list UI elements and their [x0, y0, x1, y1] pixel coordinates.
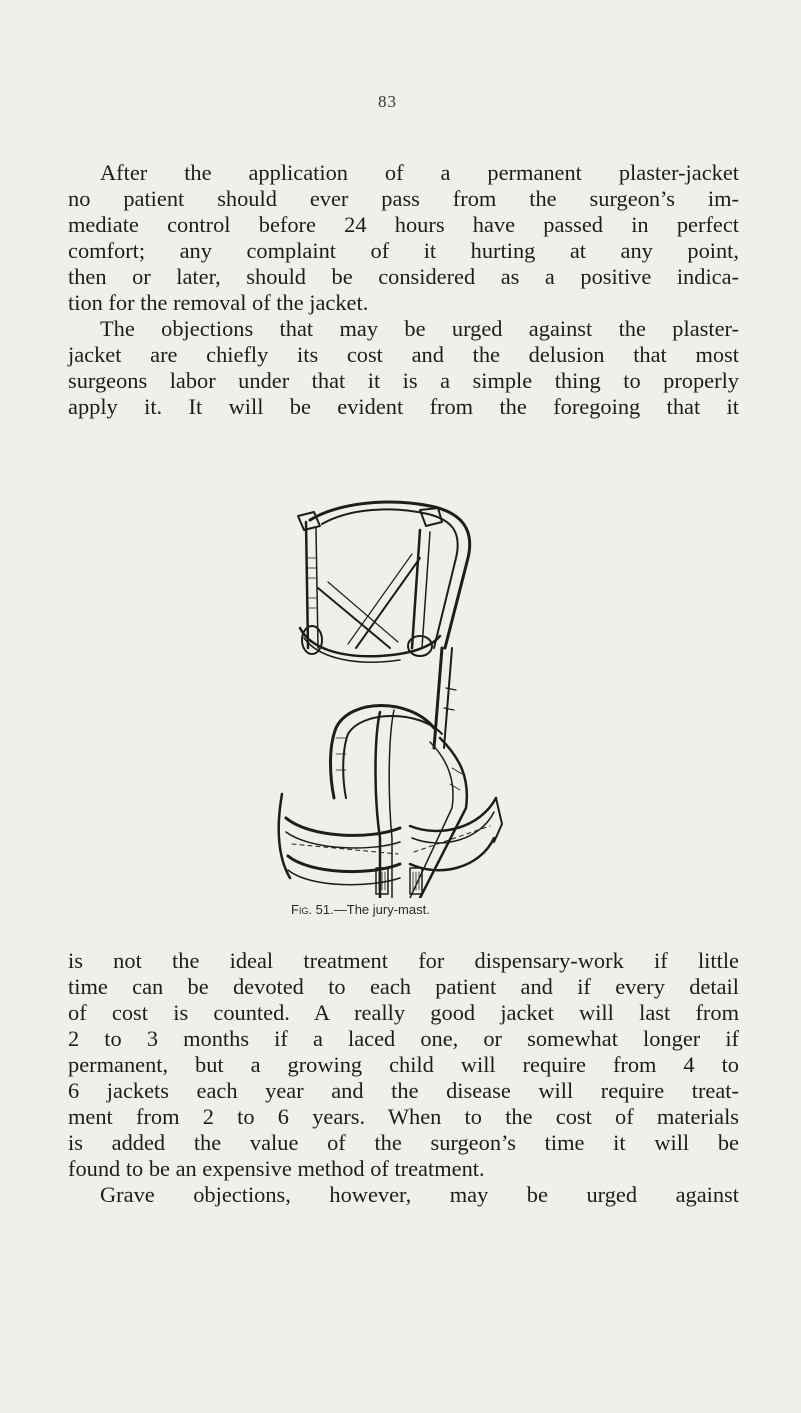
text-line: 6 jackets each year and the disease will require treat-: [68, 1078, 739, 1103]
text-line: is not the ideal treatment for dispensary-work if little: [68, 948, 739, 973]
text-line: The objections that may be urged against the plaster-: [100, 316, 739, 341]
figure-label: Fig. 51.: [291, 902, 334, 917]
jury-mast-figure: [270, 498, 510, 898]
body-text-top: [68, 160, 739, 420]
text-line: comfort; any complaint of it hurting at any point,: [68, 238, 739, 263]
text-line: found to be an expensive method of treatment.: [68, 1156, 485, 1181]
text-line: of cost is counted. A really good jacket will last from: [68, 1000, 739, 1025]
text-line: tion for the removal of the jacket.: [68, 290, 369, 315]
text-line: apply it. It will be evident from the foregoing that it: [68, 394, 739, 419]
page-number: 83: [378, 92, 397, 111]
text-line: permanent, but a growing child will require from 4 to: [68, 1052, 739, 1077]
text-line: 2 to 3 months if a laced one, or somewhat longer if: [68, 1026, 739, 1051]
text-line: no patient should ever pass from the surgeon’s im-: [68, 186, 739, 211]
text-line: then or later, should be considered as a positive indica-: [68, 264, 739, 289]
text-line: mediate control before 24 hours have passed in perfect: [68, 212, 739, 237]
text-line: After the application of a permanent plaster-jacket: [100, 160, 739, 185]
jury-mast-illustration: [270, 498, 510, 898]
text-line: ment from 2 to 6 years. When to the cost of materials: [68, 1104, 739, 1129]
text-line: jacket are chiefly its cost and the delusion that most: [68, 342, 739, 367]
text-line: time can be devoted to each patient and if every detail: [68, 974, 739, 999]
figure-caption: [291, 902, 430, 917]
text-line: Grave objections, however, may be urged against: [100, 1182, 739, 1207]
body-text-bottom: [68, 948, 739, 1208]
figure-title: —The jury-mast.: [333, 902, 430, 917]
text-line: surgeons labor under that it is a simple thing to properly: [68, 368, 739, 393]
text-line: is added the value of the surgeon’s time it will be: [68, 1130, 739, 1155]
